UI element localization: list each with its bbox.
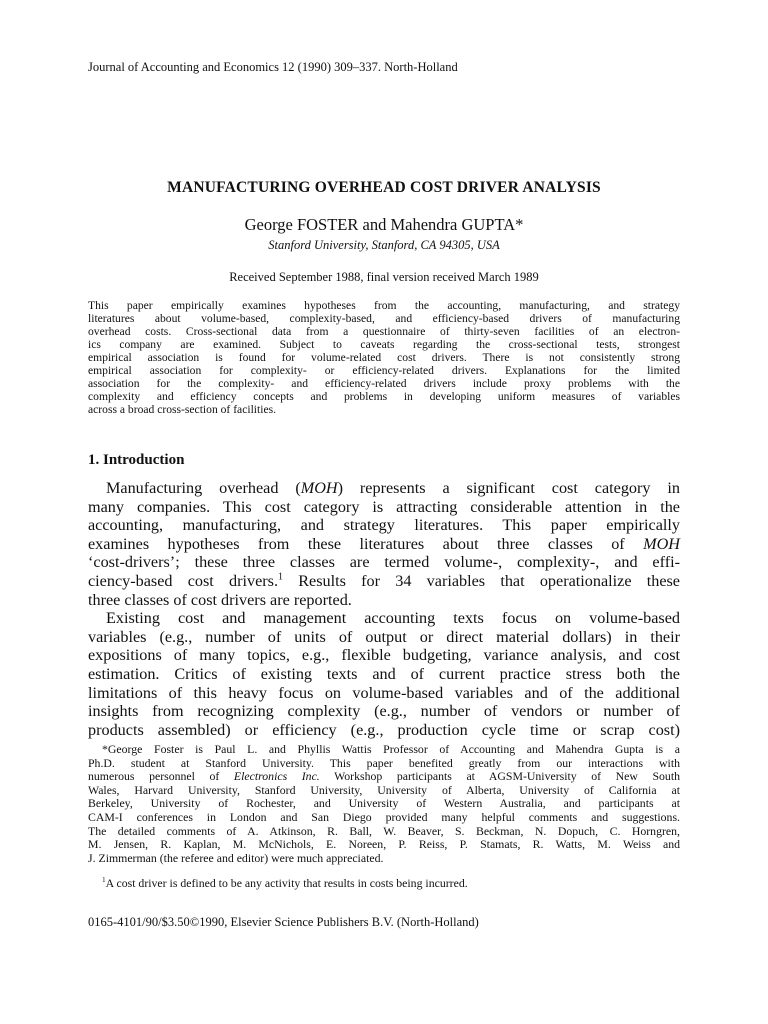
company-name: Electronics Inc.	[233, 769, 320, 784]
footnote-text: A cost driver is defined to be any activity that results in costs being incurred.	[105, 876, 468, 890]
body-abbrev: MOH	[300, 479, 338, 497]
abstract-line: ics company are examined. Subject to caveats regarding the cross-sectional tests, strongest	[88, 338, 680, 351]
body-text: ) represents a significant cost category in	[337, 479, 680, 497]
body-line	[88, 572, 680, 591]
note-line: Ph.D. student at Stanford University. This paper benefited greatly from our interactions with	[88, 755, 680, 770]
author-note	[88, 743, 680, 865]
note-line: CAM-I conferences in London and San Diego provided many helpful comments and suggestions.	[88, 809, 680, 824]
body-abbrev: MOH	[643, 534, 680, 553]
body-line: many companies. This cost category is attracting considerable attention in the	[88, 497, 680, 516]
abstract-line: across a broad cross-section of facilities.	[88, 403, 277, 416]
note-text: Workshop participants at AGSM-University of New South	[319, 769, 680, 784]
abstract	[88, 299, 680, 416]
body-line: expositions of many topics, e.g., flexible budgeting, variance analysis, and cost	[88, 646, 680, 665]
abstract-line: overhead costs. Cross-sectional data from a questionnaire of thirty-seven facilities of an electron-	[88, 325, 680, 338]
body-text: examines hypotheses from these literatures about three classes of	[88, 534, 644, 553]
footnote-marker: 1	[102, 875, 106, 885]
abstract-line: association for the complexity- and efficiency-related drivers include proxy problems with the	[88, 377, 680, 390]
body-line	[88, 535, 680, 554]
body-line: products assembled) or efficiency (e.g., production cycle time or scrap cost)	[88, 720, 680, 739]
body-line: estimation. Critics of existing texts and of current practice stress both the	[88, 664, 680, 683]
body-line	[88, 479, 680, 498]
journal-citation: Journal of Accounting and Economics 12 (1990) 309–337. North-Holland	[88, 60, 458, 74]
body-line: insights from recognizing complexity (e.g., number of vendors or number of	[88, 702, 680, 721]
body-text: Results for 34 variables that operationalize these	[283, 571, 680, 590]
abstract-line: empirical association is found for volume-related cost drivers. There is not consistently strong	[88, 351, 680, 364]
note-line: The detailed comments of A. Atkinson, R. Ball, W. Beaver, S. Beckman, N. Dopuch, C. Horngren,	[88, 823, 680, 838]
note-line: J. Zimmerman (the referee and editor) were much appreciated.	[88, 850, 384, 865]
note-line: Wales, Harvard University, Stanford University, University of Alberta, University of California at	[88, 782, 680, 797]
body-line: ‘cost-drivers’; these three classes are termed volume-, complexity-, and effi-	[88, 553, 680, 572]
note-text: numerous personnel of	[88, 769, 234, 784]
article-authors: George FOSTER and Mahendra GUPTA*	[244, 215, 524, 234]
abstract-line: literatures about volume-based, complexity-based, and efficiency-based drivers of manufacturing	[88, 312, 680, 325]
abstract-line: complexity and efficiency concepts and problems in developing uniform measures of variables	[88, 390, 680, 403]
abstract-line: empirical association for complexity- or efficiency-related drivers. Explanations for the limited	[88, 364, 680, 377]
body-line: accounting, manufacturing, and strategy literatures. This paper empirically	[88, 516, 680, 535]
article-title: MANUFACTURING OVERHEAD COST DRIVER ANALYSIS	[167, 179, 601, 196]
note-line: M. Jensen, R. Kaplan, M. McNichols, E. Noreen, P. Reiss, P. Stamats, R. Watts, M. Weiss and	[88, 837, 680, 852]
footnote-ref: 1	[278, 571, 284, 583]
note-line	[88, 770, 680, 784]
body-line: Existing cost and management accounting texts focus on volume-based	[106, 609, 680, 628]
body-text: ciency-based cost drivers.	[88, 571, 279, 590]
footnote-1	[102, 876, 468, 891]
copyright-line: 0165-4101/90/$3.50©1990, Elsevier Science Publishers B.V. (North-Holland)	[88, 915, 479, 929]
received-dates: Received September 1988, final version received March 1989	[229, 270, 539, 284]
body-line: three classes of cost drivers are reported.	[88, 590, 352, 609]
body-line: variables (e.g., number of units of output or direct material dollars) in their	[88, 627, 680, 646]
section-heading: 1. Introduction	[88, 452, 185, 468]
body-text: Manufacturing overhead (	[106, 479, 301, 497]
author-affiliation: Stanford University, Stanford, CA 94305, USA	[268, 238, 500, 252]
note-line: Berkeley, University of Rochester, and University of Western Australia, and participants at	[88, 796, 680, 811]
body-line: limitations of this heavy focus on volume-based variables and of the additional	[88, 683, 680, 702]
note-line: *George Foster is Paul L. and Phyllis Wattis Professor of Accounting and Mahendra Gupta is a	[102, 742, 680, 756]
abstract-line: This paper empirically examines hypotheses from the accounting, manufacturing, and strategy	[88, 299, 680, 312]
introduction-text	[88, 479, 680, 739]
